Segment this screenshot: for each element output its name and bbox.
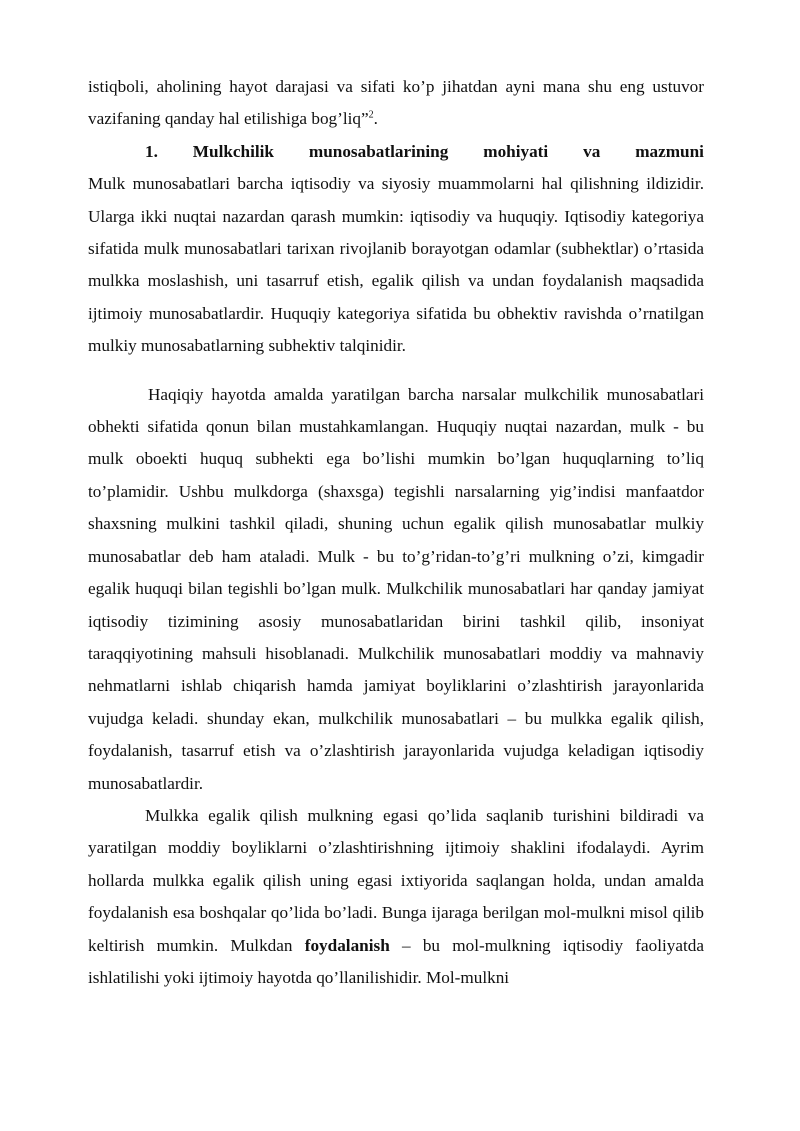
heading-word-5: mazmuni: [635, 141, 704, 161]
heading-number: 1.: [145, 141, 158, 161]
paragraph-property-relations: Mulk munosabatlari barcha iqtisodiy va siyosiy muammolarni hal qilishning ildizidir. Ularga ikki nuqtai nazardan qarash mumkin: iqtisodiy va huquqiy. Iqtisodiy kategoriya sifatida mulk munosabatlari tarixan rivojlanib borayotgan odamlar (subhektlar) o’rtasida mulkka moslashish, uni tasarruf etish, egalik qilish va undan foydalanish maqsadida ijtimoiy munosabatlardir. Huquqiy kategoriya sifatida bu obhektiv ravishda o’rnatilgan mulkiy munosabatlarning subhektiv talqinidir.: [88, 174, 704, 356]
heading-word-4: va: [583, 141, 601, 161]
footnote-reference[interactable]: 2: [368, 109, 374, 121]
heading-word-1: Mulkchilik: [192, 141, 274, 161]
section-heading: [88, 136, 704, 168]
intro-text: istiqboli, aholining hayot darajasi va sifati ko’p jihatdan ayni mana shu eng ustuvor vazifaning qanday hal etilishiga bog’liq”: [88, 77, 704, 129]
bold-term-foydalanish: foydalanish: [304, 935, 390, 955]
intro-tail: .: [373, 109, 378, 129]
paragraph-real-life: Haqiqiy hayotda amalda yaratilgan barcha narsalar mulkchilik munosabatlari obhekti sifatida qonun bilan mustahkamlangan. Huquqiy nuqtai nazardan, mulk - bu mulk oboekti huquq subhekti ega bo’lishi mumkin bo’lgan huquqlarning to’liq to’plamidir. Ushbu mulkdorga (shaxsga) tegishli narsalarning yig’indisi manfaatdor shaxsning mulkini tashkil qiladi, shuning uchun egalik qilish munosabatlar mulkiy munosabatlar deb ham ataladi. Mulk - bu to’g’ridan-to’g’ri mulkning o’zi, kimgadir egalik huquqi bilan tegishli bo’lgan mulk. Mulkchilik munosabatlari har qanday jamiyat iqtisodiy tizimining asosiy munosabatlaridan birini tashkil qilib, insoniyat taraqqiyotining mahsuli hisoblanadi. Mulkchilik munosabatlari moddiy va mahnaviy nehmatlarni ishlab chiqarish hamda jamiyat boyliklarini o’zlashtirish jarayonlarida vujudga keladi. shunday ekan, mulkchilik munosabatlari – bu mulkka egalik qilish, foydalanish, tasarruf etish va o’zlashtirish jarayonlarida vujudga keladigan iqtisodiy munosabatlardir.: [88, 384, 704, 793]
document-page: [88, 71, 704, 994]
intro-paragraph: [88, 71, 704, 136]
paragraph-ownership-part-1: Mulkka egalik qilish mulkning egasi qo’lida saqlanib turishini bildiradi va yaratilgan moddiy boyliklarni o’zlashtirishning ijtimoiy shaklini ifodalaydi. Ayrim hollarda mulkka egalik qilish uning egasi ixtiyorida saqlangan holda, undan amalda foydalanish esa boshqalar qo’lida bo’ladi. Bunga ijaraga berilgan mol-mulkni misol qilib keltirish mumkin. Mulkdan: [88, 805, 704, 955]
paragraph-ownership: [88, 800, 704, 994]
paragraph-ownership-part-2: – bu mol-mulkning iqtisodiy faoliyatda ishlatilishi yoki ijtimoiy hayotda qo’llanilishidir. Mol-mulkni: [88, 935, 705, 987]
heading-word-2: munosabatlarining: [308, 141, 449, 161]
heading-word-3: mohiyati: [483, 141, 549, 161]
